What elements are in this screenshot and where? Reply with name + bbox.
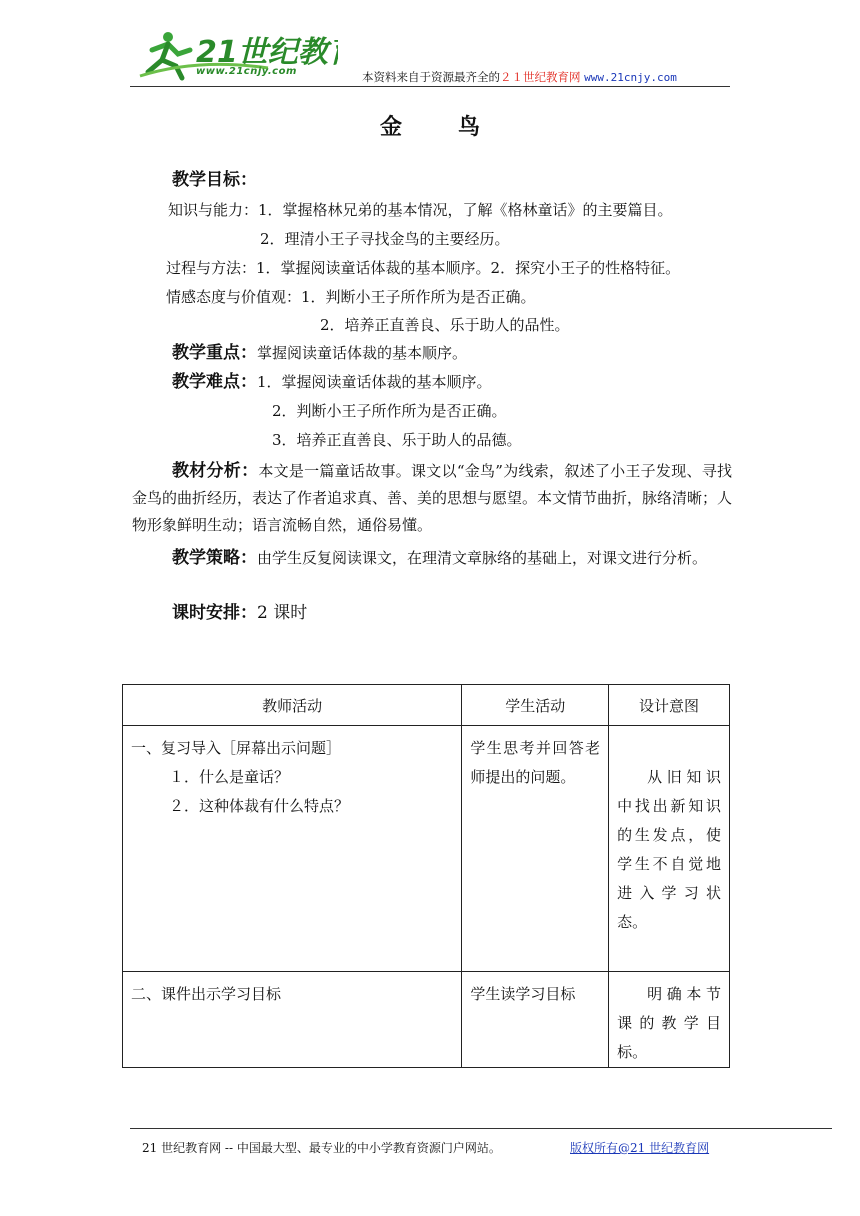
header-design-intent: 设计意图 <box>609 685 730 726</box>
analysis-text: 本文是一篇童话故事。课文以“金鸟”为线索，叙述了小王子发现、寻找金鸟的曲折经历，表达了作者追求真、善、美的思想与愿望。本文情节曲折，脉络清晰；人物形象鲜明生动；语言流畅自然，通俗易懂。 <box>132 462 733 534</box>
objective-process <box>166 261 680 276</box>
footer-divider <box>130 1128 832 1129</box>
header-note-prefix: 本资料来自于资源最齐全的 <box>362 70 500 84</box>
knowledge-label: 知识与能力： <box>168 201 259 219</box>
objective-knowledge <box>168 203 673 218</box>
schedule-text: 2 课时 <box>257 603 308 623</box>
teacher-activity-item: １．什么是童话？ <box>169 768 290 786</box>
teacher-activity-item: ２．这种体裁有什么特点？ <box>169 797 350 815</box>
teacher-activity-title: 一、复习导入［屏幕出示问题］ <box>131 739 342 757</box>
objectives-heading: 教学目标： <box>172 170 257 190</box>
attitude-item-1: 1．判断小王子所作所为是否正确。 <box>301 288 536 306</box>
key-point-text: 掌握阅读童话体裁的基本顺序。 <box>257 344 468 362</box>
design-intent-text: 从旧知识中找出新知识的生发点，使学生不自觉地进入学习状态。 <box>617 768 721 931</box>
process-label: 过程与方法： <box>166 259 257 277</box>
lesson-plan-table <box>122 684 730 1068</box>
design-intent-cell <box>609 726 730 972</box>
table-row <box>123 726 730 972</box>
header-note <box>362 69 677 85</box>
student-activity-cell <box>462 972 609 1068</box>
difficulty-label: 教学难点： <box>172 372 257 392</box>
analysis-paragraph <box>132 458 732 539</box>
design-intent-text: 明确本节课的教学目标。 <box>617 985 721 1061</box>
key-point <box>172 345 467 362</box>
schedule <box>172 605 307 622</box>
table-row <box>123 972 730 1068</box>
strategy-text: 由学生反复阅读课文，在理清文章脉络的基础上，对课文进行分析。 <box>257 549 708 567</box>
process-text: 1．掌握阅读童话体裁的基本顺序。2．探究小王子的性格特征。 <box>256 259 681 277</box>
teacher-activity-cell <box>123 726 462 972</box>
header-teacher-activity: 教师活动 <box>123 685 462 726</box>
logo-text: 21世纪教 <box>196 35 328 70</box>
schedule-label: 课时安排： <box>172 603 257 623</box>
difficulty <box>172 374 492 391</box>
header-site-url[interactable]: www.21cnjy.com <box>584 71 677 84</box>
knowledge-item-2: 2．理清小王子寻找金鸟的主要经历。 <box>260 230 510 248</box>
objective-attitude <box>166 290 536 305</box>
strategy-label: 教学策略： <box>172 548 257 568</box>
header-student-activity: 学生活动 <box>462 685 609 726</box>
header-divider <box>130 86 730 87</box>
student-activity-cell <box>462 726 609 972</box>
knowledge-item-1: 1．掌握格林兄弟的基本情况，了解《格林童话》的主要篇目。 <box>258 201 673 219</box>
strategy-paragraph <box>132 545 732 572</box>
difficulty-item-3: 3．培养正直善良、乐于助人的品德。 <box>272 431 522 449</box>
difficulty-item-2: 2．判断小王子所作所为是否正确。 <box>272 402 507 420</box>
footer-copyright-link[interactable]: 版权所有@21 世纪教育网 <box>570 1141 710 1155</box>
logo-url: www.21cnjy.com <box>196 66 297 77</box>
header-site-name[interactable]: ２１世纪教育网 <box>500 70 581 84</box>
table-header-row <box>123 685 730 726</box>
design-intent-cell <box>609 972 730 1068</box>
teacher-activity-cell <box>123 972 462 1068</box>
attitude-label: 情感态度与价值观： <box>166 288 302 306</box>
teacher-activity-title: 二、课件出示学习目标 <box>131 985 282 1003</box>
difficulty-item-1: 1．掌握阅读童话体裁的基本顺序。 <box>257 373 492 391</box>
student-activity-text: 学生思考并回答老师提出的问题。 <box>470 739 601 786</box>
attitude-item-2: 2．培养正直善良、乐于助人的品性。 <box>320 316 570 334</box>
footer-left-text: 21 世纪教育网 -- 中国最大型、最专业的中小学教育资源门户网站。 <box>142 1141 501 1155</box>
analysis-label: 教材分析： <box>172 461 259 481</box>
key-point-label: 教学重点： <box>172 343 257 363</box>
document-title: 金鸟 <box>379 114 536 140</box>
student-activity-text: 学生读学习目标 <box>470 985 576 1003</box>
